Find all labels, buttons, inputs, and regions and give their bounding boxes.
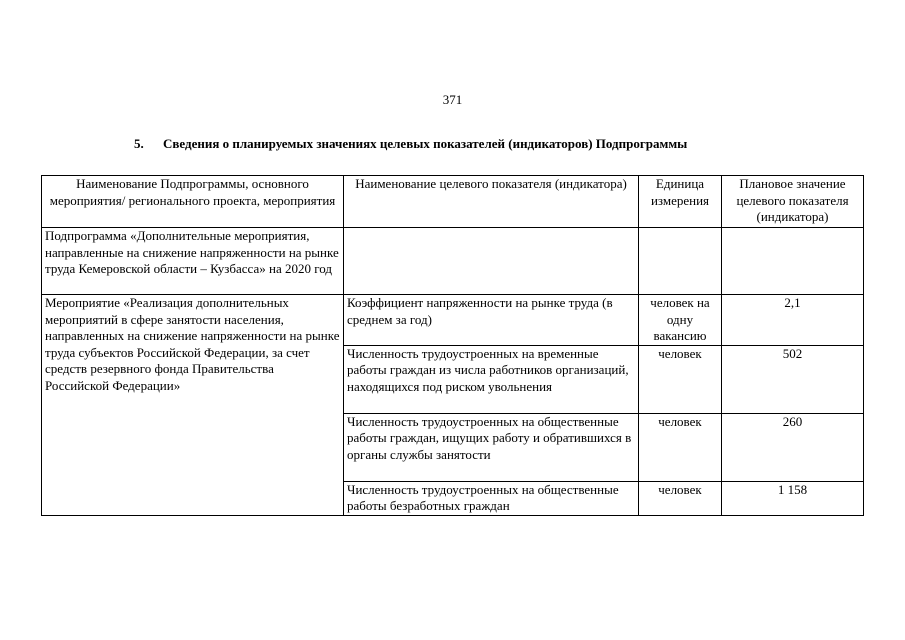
indicator-name: Численность трудоустроенных на общественные работы граждан, ищущих работу и обратившихся в органы службы занятости [344, 413, 639, 481]
header-planned-value: Плановое значение целевого показателя (индикатора) [722, 176, 864, 228]
page-number: 371 [442, 92, 463, 107]
indicator-name: Численность трудоустроенных на временные работы граждан из числа работников организаций, находящихся под риском увольнения [344, 345, 639, 413]
subprogram-name: Подпрограмма «Дополнительные мероприятия, направленные на снижение напряженности на рынке труда Кемеровской области – Кузбасса» на 2020 год [42, 228, 344, 295]
indicator-unit: человек [639, 345, 722, 413]
section-heading [134, 136, 687, 152]
header-indicator: Наименование целевого показателя (индикатора) [344, 176, 639, 228]
header-program: Наименование Подпрограммы, основного мероприятия/ регионального проекта, мероприятия [42, 176, 344, 228]
indicator-name: Коэффициент напряженности на рынке труда (в среднем за год) [344, 295, 639, 346]
indicator-value: 2,1 [722, 295, 864, 346]
indicator-unit: человек [639, 413, 722, 481]
subprogram-row [42, 228, 864, 295]
indicator-value: 502 [722, 345, 864, 413]
header-unit: Единица измерения [639, 176, 722, 228]
measure-name: Мероприятие «Реализация дополнительных мероприятий в сфере занятости населения, направленных на снижение напряженности на рынке труда субъектов Российской Федерации, за счет средств резервного фонда Правительства Российской Федерации» [42, 295, 344, 516]
section-number: 5. [134, 136, 144, 151]
indicator-value: 260 [722, 413, 864, 481]
indicators-table [41, 175, 864, 516]
indicator-name: Численность трудоустроенных на общественные работы безработных граждан [344, 481, 639, 515]
indicator-unit: человек на одну вакансию [639, 295, 722, 346]
section-title: Сведения о планируемых значениях целевых показателей (индикаторов) Подпрограммы [163, 136, 688, 151]
subprogram-indicator-empty [344, 228, 639, 295]
table-header-row [42, 176, 864, 228]
subprogram-value-empty [722, 228, 864, 295]
subprogram-unit-empty [639, 228, 722, 295]
indicator-value: 1 158 [722, 481, 864, 515]
indicator-unit: человек [639, 481, 722, 515]
table-row [42, 295, 864, 346]
